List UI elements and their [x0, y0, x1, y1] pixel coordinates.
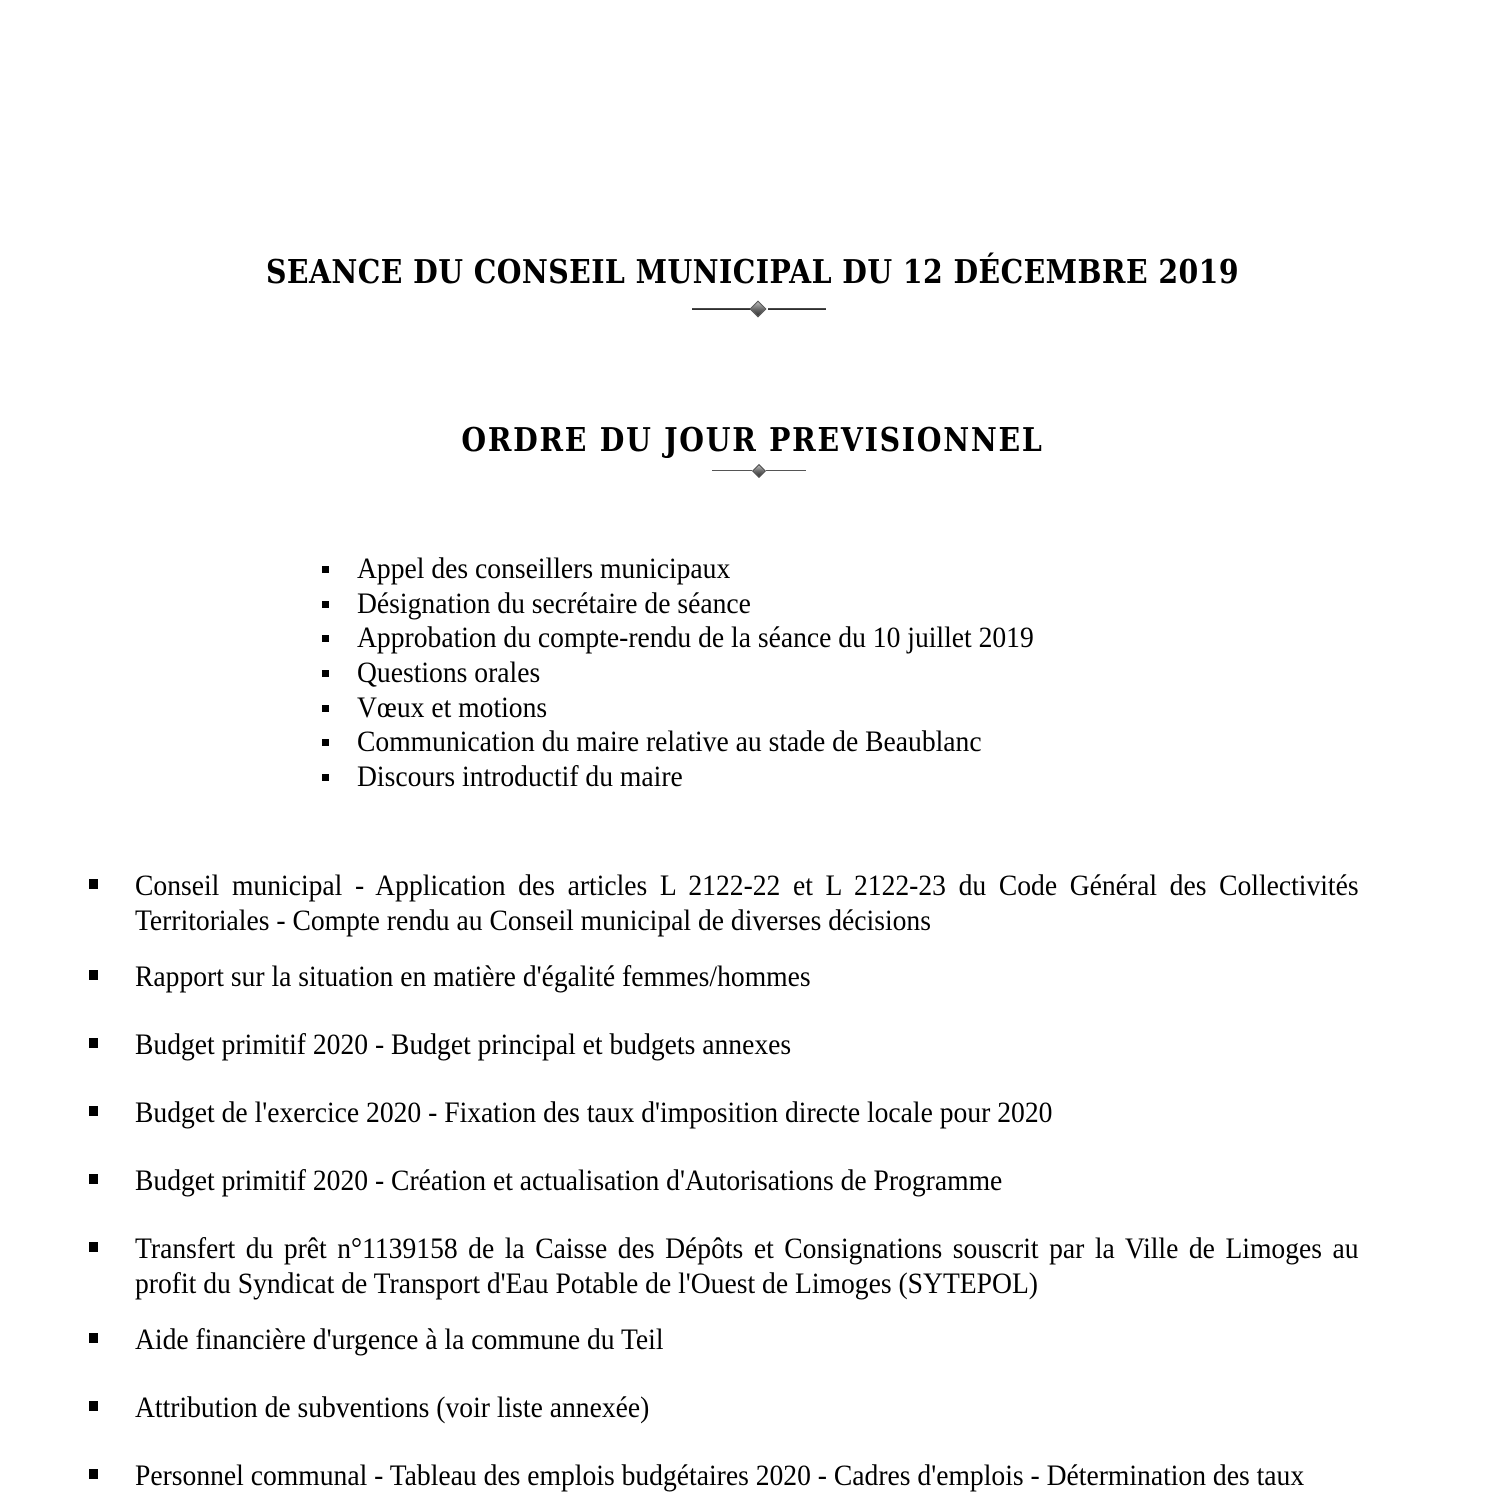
square-bullet-icon: [322, 705, 329, 712]
agenda-item: Rapport sur la situation en matière d'égalité femmes/hommes: [86, 959, 1416, 994]
agenda-item: Budget primitif 2020 - Création et actualisation d'Autorisations de Programme: [86, 1163, 1416, 1198]
square-bullet-icon: [89, 1038, 98, 1048]
divider-line-right: [768, 308, 826, 310]
divider-line-right: [766, 470, 806, 471]
agenda-item: Conseil municipal - Application des articles L 2122-22 et L 2122-23 du Code Général des Collectivités Territoriales - Compte rendu au Conseil municipal de diverses décisions: [86, 868, 1416, 938]
square-bullet-icon: [89, 1469, 98, 1479]
square-bullet-icon: [322, 670, 329, 677]
square-bullet-icon: [89, 1174, 98, 1184]
agenda-item: Personnel communal - Tableau des emplois budgétaires 2020 - Cadres d'emplois - Détermination des taux: [86, 1458, 1416, 1493]
agenda-item: Aide financière d'urgence à la commune du Teil: [86, 1322, 1416, 1357]
square-bullet-icon: [322, 739, 329, 746]
square-bullet-icon: [89, 1401, 98, 1411]
agenda-item: Attribution de subventions (voir liste annexée): [86, 1390, 1416, 1425]
agenda-item: Transfert du prêt n°1139158 de la Caisse des Dépôts et Consignations souscrit par la Ville de Limoges au profit du Syndicat de Transport d'Eau Potable de l'Ouest de Limoges (SYTEPOL): [86, 1231, 1416, 1301]
divider-line-left: [712, 470, 752, 471]
diamond-icon: [752, 464, 766, 478]
diamond-icon: [750, 301, 767, 318]
square-bullet-icon: [89, 1106, 98, 1116]
square-bullet-icon: [322, 774, 329, 781]
agenda-items-list: [86, 868, 1416, 1493]
square-bullet-icon: [89, 970, 98, 980]
title-ornament-divider: [692, 302, 827, 316]
square-bullet-icon: [89, 1333, 98, 1343]
agenda-item: Budget primitif 2020 - Budget principal et budgets annexes: [86, 1027, 1416, 1062]
square-bullet-icon: [322, 635, 329, 642]
square-bullet-icon: [322, 566, 329, 573]
agenda-item: Budget de l'exercice 2020 - Fixation des taux d'imposition directe locale pour 2020: [86, 1095, 1416, 1130]
divider-line-left: [692, 308, 750, 310]
subtitle-ornament-divider: [712, 465, 807, 477]
document-page: SEANCE DU CONSEIL MUNICIPAL DU 12 DÉCEMBRE 2019 ORDRE DU JOUR PREVISIONNEL Appel des conseillers municipaux Désignation du secrétaire de séance Approbation du compte-rendu de la séance du 10 juillet 2019 Questions orales Vœux et motions Communication du maire relative au stade de Beaublanc Discours introductif du maire Conseil municipal - Application des articles L 2122-22 et L 2122-23 du Code Général des Collectivités Territoriales - Compte rendu au Conseil municipal de diverses décisions Rapport sur la situation en matière d'égalité femmes/hommes Budget primitif 2020 - Budget principal et budgets annexes Budget de l'exercice 2020 - Fixation des taux d'imposition directe locale pour 2020 Budget primitif 2020 - Création et actualisation d'Autorisations de Programme Transfert du prêt n°1139158 de la Caisse des Dépôts et Consignations souscrit par la Ville de Limoges au profit du Syndicat de Transport d'Eau Potable de l'Ouest de Limoges (SYTEPOL) Aide financière d'urgence à la commune du Teil Attribution de subventions (voir liste annexée) Personnel communal - Tableau des emplois budgétaires 2020 - Cadres d'emplois - Détermination des taux: [0, 0, 1500, 1500]
square-bullet-icon: [89, 879, 98, 889]
square-bullet-icon: [322, 601, 329, 608]
section-title: ORDRE DU JOUR PREVISIONNEL: [461, 420, 1044, 459]
square-bullet-icon: [89, 1242, 98, 1252]
page-title: SEANCE DU CONSEIL MUNICIPAL DU 12 DÉCEMBRE 2019: [265, 252, 1240, 291]
